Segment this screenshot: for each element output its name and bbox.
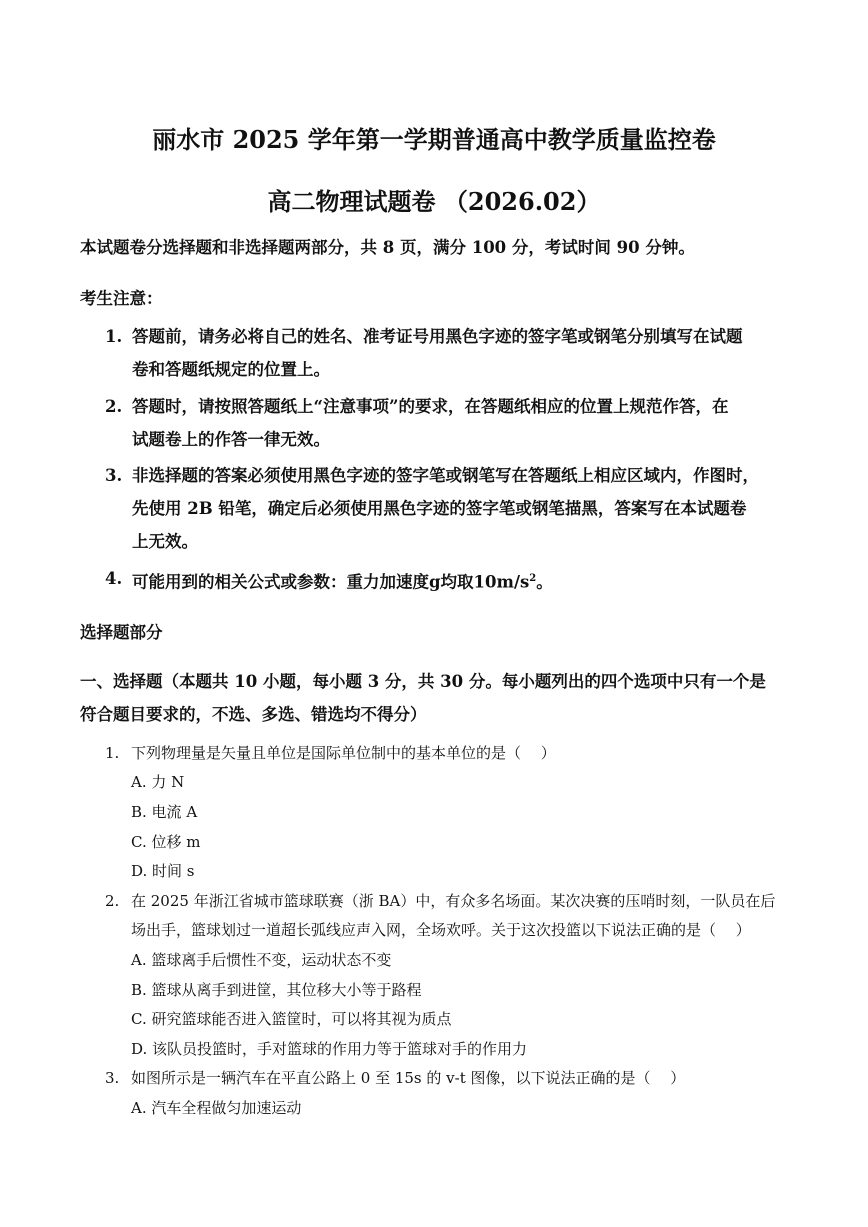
notice-item-text: 试题卷上的作答一律无效。: [132, 430, 330, 449]
notice-item-number: 3.: [105, 466, 123, 485]
question-option: B. 篮球从离手到进筐，其位移大小等于路程: [131, 981, 422, 999]
exam-intro: 本试题卷分选择题和非选择题两部分，共 8 页，满分 100 分，考试时间 90 分钟。: [80, 238, 695, 257]
exam-title: 丽水市 2025 学年第一学期普通高中教学质量监控卷: [152, 125, 716, 154]
part-title: 选择题部分: [80, 623, 163, 642]
notice-item-text: [132, 568, 553, 594]
notice-item-text: 答题时，请按照答题纸上“注意事项”的要求，在答题纸相应的位置上规范作答，在: [132, 397, 729, 416]
notice-item-number: 1.: [105, 327, 123, 346]
section-heading: 符合题目要求的，不选、多选、错选均不得分）: [80, 705, 427, 724]
question-option: B. 电流 A: [131, 803, 198, 821]
notice-formula-end: 。: [536, 572, 553, 592]
notice-item-text: 先使用 2B 铅笔，确定后必须使用黑色字迹的签字笔或钢笔描黑，答案写在本试题卷: [132, 499, 747, 518]
question-option: A. 篮球离手后惯性不变，运动状态不变: [131, 951, 392, 969]
notice-item-number: 4.: [105, 569, 123, 588]
question-stem: 场出手，篮球划过一道超长弧线应声入网，全场欢呼。关于这次投篮以下说法正确的是（ ）: [131, 921, 751, 939]
exponent: 2: [529, 573, 537, 584]
notice-item-number: 2.: [105, 397, 123, 416]
notice-item-text: 非选择题的答案必须使用黑色字迹的签字笔或钢笔写在答题纸上相应区域内，作图时，: [132, 466, 759, 485]
notice-item-text: 答题前，请务必将自己的姓名、准考证号用黑色字迹的签字笔或钢笔分别填写在试题: [132, 327, 743, 346]
question-number: 3.: [105, 1069, 120, 1087]
question-number: 2.: [105, 892, 120, 910]
question-stem: 如图所示是一辆汽车在平直公路上 0 至 15s 的 v-t 图像，以下说法正确的是（ ）: [131, 1069, 686, 1087]
question-option: C. 研究篮球能否进入篮筐时，可以将其视为质点: [131, 1010, 452, 1028]
question-option: A. 力 N: [131, 773, 185, 791]
exam-subtitle: 高二物理试题卷 （2026.02）: [267, 187, 601, 216]
question-number: 1.: [105, 744, 120, 762]
question-option: D. 该队员投篮时，手对篮球的作用力等于篮球对手的作用力: [131, 1040, 528, 1058]
question-stem: 在 2025 年浙江省城市篮球联赛（浙 BA）中，有众多名场面。某次决赛的压哨时刻，一队员在后: [131, 892, 776, 910]
section-heading: 一、选择题（本题共 10 小题，每小题 3 分，共 30 分。每小题列出的四个选项中只有一个是: [80, 672, 766, 691]
question-stem: 下列物理量是矢量且单位是国际单位制中的基本单位的是（ ）: [131, 744, 556, 762]
question-option: D. 时间 s: [131, 862, 195, 880]
question-option: A. 汽车全程做匀加速运动: [131, 1099, 302, 1117]
notice-item-text: 卷和答题纸规定的位置上。: [132, 360, 330, 379]
notice-item-text: 上无效。: [132, 532, 198, 551]
question-option: C. 位移 m: [131, 833, 201, 851]
notice-heading: 考生注意：: [80, 289, 163, 308]
notice-formula-text: 可能用到的相关公式或参数：重力加速度g均取10m/s: [132, 572, 530, 592]
